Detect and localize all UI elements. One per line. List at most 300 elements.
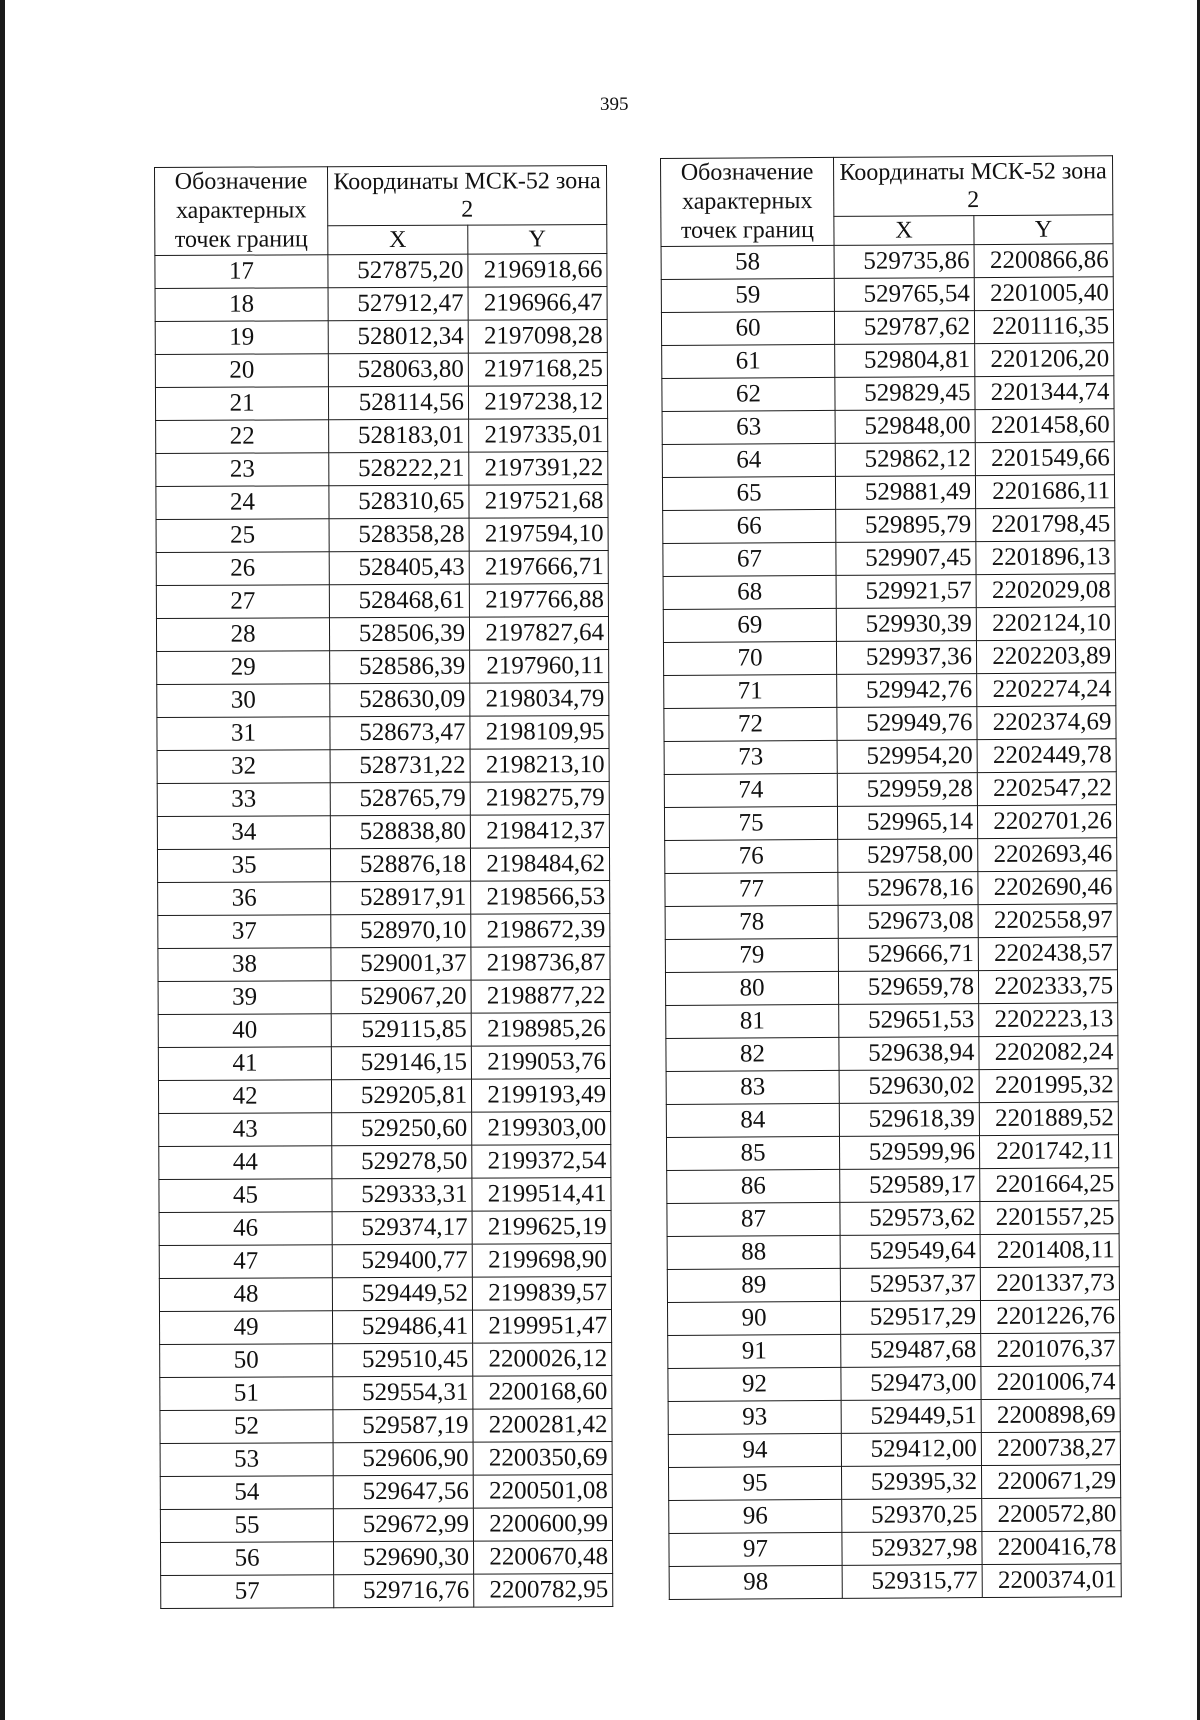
table-row: [157, 650, 609, 685]
coordinates-group-header: Координаты МСК-52 зона 2: [328, 166, 607, 226]
x-value-cell: 529716,76: [334, 1574, 474, 1608]
table-row: [155, 353, 607, 388]
x-value-cell: 528838,80: [330, 815, 470, 849]
point-cell: 69: [663, 608, 836, 642]
y-value-cell: 2198275,79: [470, 782, 609, 816]
y-value-cell: 2202029,08: [976, 574, 1115, 608]
y-value-cell: 2197766,88: [469, 584, 608, 618]
y-value-cell: 2202558,97: [978, 904, 1117, 938]
table-row: [157, 782, 609, 817]
y-value-cell: 2200374,01: [982, 1564, 1121, 1598]
table-row: [159, 1178, 611, 1213]
table-row: [160, 1508, 612, 1543]
x-value-cell: 529787,62: [834, 311, 974, 345]
y-value-cell: 2198213,10: [470, 749, 609, 783]
x-value-cell: 529638,94: [839, 1037, 979, 1071]
table-row: [156, 419, 608, 454]
coordinates-table-right: [660, 155, 1122, 1600]
x-value-cell: 529537,37: [840, 1268, 980, 1302]
y-value-cell: 2200671,29: [981, 1465, 1120, 1499]
table-row: [157, 848, 609, 883]
y-value-cell: 2201337,73: [980, 1267, 1119, 1301]
table-row: [668, 1432, 1120, 1468]
table-row: [667, 1201, 1119, 1237]
point-cell: 51: [160, 1377, 333, 1411]
y-value-cell: 2200898,69: [981, 1399, 1120, 1433]
x-value-cell: 528468,61: [329, 584, 469, 618]
table-row: [156, 452, 608, 487]
x-value-cell: 529949,76: [837, 707, 977, 741]
x-value-cell: 529554,31: [333, 1376, 473, 1410]
point-cell: 65: [662, 476, 835, 510]
x-value-cell: 529517,29: [840, 1301, 980, 1335]
point-cell: 60: [661, 311, 834, 345]
x-value-cell: 529599,96: [839, 1136, 979, 1170]
table-row: [158, 1079, 610, 1114]
x-value-cell: 529618,39: [839, 1103, 979, 1137]
table-row: [664, 706, 1116, 742]
x-value-cell: 528310,65: [329, 485, 469, 519]
coordinates-group-header: Координаты МСК-52 зона 2: [833, 156, 1112, 217]
x-value-cell: 528765,79: [330, 782, 470, 816]
x-value-cell: 527875,20: [328, 254, 468, 288]
x-value-cell: 529659,78: [838, 971, 978, 1005]
x-value-cell: 528114,56: [328, 386, 468, 420]
y-value-cell: 2201557,25: [980, 1201, 1119, 1235]
table-row: [157, 683, 609, 718]
point-cell: 89: [667, 1268, 840, 1302]
table-row: [155, 254, 607, 289]
table-row: [663, 508, 1115, 544]
x-value-cell: 529333,31: [332, 1178, 472, 1212]
x-value-cell: 529473,00: [841, 1367, 981, 1401]
table-row: [159, 1310, 611, 1345]
table-row: [157, 815, 609, 850]
point-cell: 95: [668, 1466, 841, 1500]
x-value-cell: 528222,21: [329, 452, 469, 486]
point-cell: 36: [158, 882, 331, 916]
x-value-cell: 529001,37: [331, 947, 471, 981]
point-cell: 64: [662, 443, 835, 477]
y-value-cell: 2201005,40: [974, 277, 1113, 311]
x-column-header: X: [834, 216, 974, 246]
y-value-cell: 2200416,78: [982, 1531, 1121, 1565]
point-cell: 96: [669, 1499, 842, 1533]
y-value-cell: 2200168,60: [473, 1376, 612, 1410]
table-row: [160, 1475, 612, 1510]
y-value-cell: 2202203,89: [976, 640, 1115, 674]
table-row: [663, 574, 1115, 610]
y-value-cell: 2197335,01: [469, 419, 608, 453]
y-value-cell: 2200866,86: [974, 244, 1113, 278]
point-column-header: Обозначение характерных точек границ: [155, 167, 328, 256]
point-cell: 74: [664, 773, 837, 807]
page-number: 395: [600, 94, 629, 115]
table-row: [661, 310, 1113, 346]
x-value-cell: 529400,77: [332, 1244, 472, 1278]
table-row: [159, 1244, 611, 1279]
x-value-cell: 529921,57: [836, 575, 976, 609]
y-value-cell: 2201549,66: [975, 442, 1114, 476]
y-value-cell: 2198034,79: [470, 683, 609, 717]
table-row: [664, 772, 1116, 808]
table-row: [663, 541, 1115, 577]
table-row: [158, 914, 610, 949]
point-cell: 82: [666, 1037, 839, 1071]
y-value-cell: 2202124,10: [976, 607, 1115, 641]
y-value-cell: 2200782,95: [474, 1574, 613, 1608]
point-cell: 46: [159, 1212, 332, 1246]
point-cell: 31: [157, 717, 330, 751]
table-row: [662, 343, 1114, 379]
y-value-cell: 2200738,27: [981, 1432, 1120, 1466]
x-value-cell: 529486,41: [332, 1310, 472, 1344]
table-row: [157, 716, 609, 751]
point-cell: 17: [155, 255, 328, 289]
point-cell: 57: [161, 1575, 334, 1609]
table-row: [665, 871, 1117, 907]
x-value-cell: 529606,90: [333, 1442, 473, 1476]
point-cell: 79: [665, 938, 838, 972]
point-cell: 67: [663, 542, 836, 576]
y-value-cell: 2201116,35: [974, 310, 1113, 344]
y-value-cell: 2202438,57: [978, 937, 1117, 971]
point-cell: 41: [158, 1047, 331, 1081]
table-row: [161, 1574, 613, 1609]
point-cell: 58: [661, 245, 834, 279]
x-value-cell: 529881,49: [835, 476, 975, 510]
y-value-cell: 2199372,54: [472, 1145, 611, 1179]
y-value-cell: 2201076,37: [981, 1333, 1120, 1367]
point-cell: 59: [661, 278, 834, 312]
table-row: [665, 937, 1117, 973]
x-value-cell: 527912,47: [328, 287, 468, 321]
x-value-cell: 529315,77: [842, 1565, 982, 1599]
y-value-cell: 2200281,42: [473, 1409, 612, 1443]
x-value-cell: 529449,52: [332, 1277, 472, 1311]
y-value-cell: 2196966,47: [468, 287, 607, 321]
table-row: [157, 749, 609, 784]
point-cell: 91: [668, 1334, 841, 1368]
x-column-header: X: [328, 225, 468, 255]
point-cell: 33: [157, 783, 330, 817]
point-cell: 22: [156, 420, 329, 454]
y-value-cell: 2197666,71: [469, 551, 608, 585]
point-cell: 78: [665, 905, 838, 939]
table-row: [663, 607, 1115, 643]
point-cell: 47: [159, 1245, 332, 1279]
coordinates-table-left: [154, 165, 613, 1609]
table-row: [159, 1112, 611, 1147]
scan-border-left: [0, 0, 5, 1720]
point-cell: 73: [664, 740, 837, 774]
y-value-cell: 2198484,62: [470, 848, 609, 882]
table-row: [665, 838, 1117, 874]
table-row: [155, 287, 607, 322]
y-value-cell: 2201889,52: [979, 1102, 1118, 1136]
x-value-cell: 529587,19: [333, 1409, 473, 1443]
y-value-cell: 2197521,68: [469, 485, 608, 519]
point-cell: 24: [156, 486, 329, 520]
table-row: [159, 1145, 611, 1180]
table-row: [665, 904, 1117, 940]
y-value-cell: 2198877,22: [471, 980, 610, 1014]
table-row: [662, 442, 1114, 478]
point-cell: 63: [662, 410, 835, 444]
y-value-cell: 2200572,80: [982, 1498, 1121, 1532]
x-value-cell: 529487,68: [841, 1334, 981, 1368]
y-value-cell: 2198566,53: [471, 881, 610, 915]
table-row: [160, 1409, 612, 1444]
table-row: [668, 1465, 1120, 1501]
table-row: [159, 1277, 611, 1312]
point-cell: 35: [157, 849, 330, 883]
point-cell: 29: [157, 651, 330, 685]
y-value-cell: 2197098,28: [468, 320, 607, 354]
table-row: [668, 1333, 1120, 1369]
table-row: [669, 1564, 1121, 1600]
x-value-cell: 529278,50: [332, 1145, 472, 1179]
x-value-cell: 528183,01: [329, 419, 469, 453]
point-cell: 21: [155, 387, 328, 421]
x-value-cell: 528917,91: [331, 881, 471, 915]
table-row: [667, 1168, 1119, 1204]
x-value-cell: 529673,08: [838, 905, 978, 939]
y-value-cell: 2199625,19: [472, 1211, 611, 1245]
x-value-cell: 528731,22: [330, 749, 470, 783]
x-value-cell: 529573,62: [840, 1202, 980, 1236]
table-row: [665, 970, 1117, 1006]
x-value-cell: 529735,86: [834, 245, 974, 279]
table-row: [158, 1046, 610, 1081]
table-row: [666, 1102, 1118, 1138]
table-row: [668, 1399, 1120, 1435]
table-row: [666, 1135, 1118, 1171]
point-cell: 88: [667, 1235, 840, 1269]
table-row: [664, 805, 1116, 841]
point-cell: 50: [160, 1344, 333, 1378]
point-cell: 56: [161, 1542, 334, 1576]
point-cell: 90: [667, 1301, 840, 1335]
table-row: [155, 320, 607, 355]
x-value-cell: 529510,45: [333, 1343, 473, 1377]
table-row: [662, 376, 1114, 412]
point-cell: 30: [157, 684, 330, 718]
y-value-cell: 2197827,64: [469, 617, 608, 651]
y-value-cell: 2201344,74: [975, 376, 1114, 410]
point-cell: 97: [669, 1532, 842, 1566]
point-cell: 85: [666, 1136, 839, 1170]
x-value-cell: 528506,39: [329, 617, 469, 651]
x-value-cell: 529374,17: [332, 1211, 472, 1245]
x-value-cell: 529848,00: [835, 410, 975, 444]
x-value-cell: 529765,54: [834, 278, 974, 312]
table-row: [160, 1343, 612, 1378]
table-row: [158, 881, 610, 916]
x-value-cell: 528630,09: [330, 683, 470, 717]
table-row: [158, 1013, 610, 1048]
y-value-cell: 2201664,25: [980, 1168, 1119, 1202]
y-value-cell: 2198109,95: [470, 716, 609, 750]
table-row: [669, 1531, 1121, 1567]
y-value-cell: 2198736,87: [471, 947, 610, 981]
x-value-cell: 529758,00: [838, 839, 978, 873]
y-value-cell: 2200501,08: [473, 1475, 612, 1509]
table-row: [667, 1300, 1119, 1336]
point-cell: 18: [155, 288, 328, 322]
y-value-cell: 2197960,11: [470, 650, 609, 684]
y-value-cell: 2199193,49: [471, 1079, 610, 1113]
point-cell: 72: [664, 707, 837, 741]
y-value-cell: 2202690,46: [978, 871, 1117, 905]
y-value-cell: 2201006,74: [981, 1366, 1120, 1400]
table-row: [156, 584, 608, 619]
y-value-cell: 2200670,48: [473, 1541, 612, 1575]
y-value-cell: 2202693,46: [978, 838, 1117, 872]
y-value-cell: 2202274,24: [977, 673, 1116, 707]
y-value-cell: 2201798,45: [976, 508, 1115, 542]
x-value-cell: 529829,45: [835, 377, 975, 411]
table-row: [666, 1069, 1118, 1105]
x-value-cell: 529690,30: [334, 1541, 474, 1575]
table-body-right: [661, 244, 1121, 1600]
y-value-cell: 2202547,22: [977, 772, 1116, 806]
y-value-cell: 2201995,32: [979, 1069, 1118, 1103]
x-value-cell: 528673,47: [330, 716, 470, 750]
y-value-cell: 2201206,20: [975, 343, 1114, 377]
table-row: [664, 673, 1116, 709]
x-value-cell: 529678,16: [838, 872, 978, 906]
x-value-cell: 529370,25: [842, 1499, 982, 1533]
table-row: [669, 1498, 1121, 1534]
point-cell: 94: [668, 1433, 841, 1467]
y-value-cell: 2199303,00: [472, 1112, 611, 1146]
y-value-cell: 2198985,26: [471, 1013, 610, 1047]
x-value-cell: 529146,15: [331, 1046, 471, 1080]
point-cell: 48: [159, 1278, 332, 1312]
point-cell: 93: [668, 1400, 841, 1434]
point-cell: 87: [667, 1202, 840, 1236]
point-cell: 68: [663, 575, 836, 609]
point-cell: 26: [156, 552, 329, 586]
y-value-cell: 2202333,75: [978, 970, 1117, 1004]
point-cell: 76: [665, 839, 838, 873]
x-value-cell: 528586,39: [330, 650, 470, 684]
table-row: [159, 1211, 611, 1246]
x-value-cell: 529250,60: [332, 1112, 472, 1146]
y-value-cell: 2202374,69: [977, 706, 1116, 740]
point-cell: 62: [662, 377, 835, 411]
point-cell: 43: [159, 1113, 332, 1147]
x-value-cell: 528012,34: [328, 320, 468, 354]
y-value-cell: 2199514,41: [472, 1178, 611, 1212]
y-column-header: Y: [468, 225, 607, 255]
y-value-cell: 2202449,78: [977, 739, 1116, 773]
x-value-cell: 529895,79: [836, 509, 976, 543]
table-row: [158, 947, 610, 982]
y-value-cell: 2199839,57: [472, 1277, 611, 1311]
table-row: [160, 1376, 612, 1411]
y-value-cell: 2201742,11: [979, 1135, 1118, 1169]
x-value-cell: 529395,32: [841, 1466, 981, 1500]
x-value-cell: 529942,76: [837, 674, 977, 708]
point-cell: 80: [665, 971, 838, 1005]
y-value-cell: 2201408,11: [980, 1234, 1119, 1268]
x-value-cell: 529930,39: [836, 608, 976, 642]
x-value-cell: 528358,28: [329, 518, 469, 552]
table-row: [158, 980, 610, 1015]
y-value-cell: 2201226,76: [980, 1300, 1119, 1334]
point-cell: 39: [158, 981, 331, 1015]
y-value-cell: 2199698,90: [472, 1244, 611, 1278]
x-value-cell: 529647,56: [333, 1475, 473, 1509]
table-row: [662, 475, 1114, 511]
y-column-header: Y: [974, 215, 1113, 245]
table-row: [666, 1003, 1118, 1039]
point-cell: 86: [667, 1169, 840, 1203]
x-value-cell: 529630,02: [839, 1070, 979, 1104]
point-cell: 61: [662, 344, 835, 378]
table-row: [668, 1366, 1120, 1402]
point-cell: 20: [155, 354, 328, 388]
x-value-cell: 528063,80: [328, 353, 468, 387]
table-row: [156, 518, 608, 553]
x-value-cell: 529205,81: [331, 1079, 471, 1113]
x-value-cell: 528970,10: [331, 914, 471, 948]
point-cell: 25: [156, 519, 329, 553]
point-cell: 81: [666, 1004, 839, 1038]
point-cell: 23: [156, 453, 329, 487]
table-row: [160, 1442, 612, 1477]
x-value-cell: 529549,64: [840, 1235, 980, 1269]
point-cell: 75: [664, 806, 837, 840]
table-row: [155, 386, 607, 421]
y-value-cell: 2196918,66: [468, 254, 607, 288]
point-cell: 53: [160, 1443, 333, 1477]
table-row: [661, 277, 1113, 313]
y-value-cell: 2200600,99: [473, 1508, 612, 1542]
table-row: [156, 551, 608, 586]
y-value-cell: 2197168,25: [468, 353, 607, 387]
point-cell: 98: [669, 1565, 842, 1599]
x-value-cell: 529327,98: [842, 1532, 982, 1566]
table-row: [666, 1036, 1118, 1072]
point-cell: 83: [666, 1070, 839, 1104]
x-value-cell: 529804,81: [835, 344, 975, 378]
point-cell: 37: [158, 915, 331, 949]
x-value-cell: 529937,36: [836, 641, 976, 675]
y-value-cell: 2201458,60: [975, 409, 1114, 443]
point-cell: 38: [158, 948, 331, 982]
point-cell: 49: [159, 1311, 332, 1345]
point-cell: 71: [664, 674, 837, 708]
x-value-cell: 529651,53: [839, 1004, 979, 1038]
point-cell: 40: [158, 1014, 331, 1048]
x-value-cell: 529954,20: [837, 740, 977, 774]
table-body-left: [155, 254, 613, 1609]
x-value-cell: 528876,18: [330, 848, 470, 882]
y-value-cell: 2199053,76: [471, 1046, 610, 1080]
table-row: [667, 1267, 1119, 1303]
table-row: [661, 244, 1113, 280]
y-value-cell: 2200026,12: [473, 1343, 612, 1377]
point-cell: 27: [156, 585, 329, 619]
point-cell: 92: [668, 1367, 841, 1401]
y-value-cell: 2202701,26: [977, 805, 1116, 839]
x-value-cell: 529666,71: [838, 938, 978, 972]
y-value-cell: 2201686,11: [975, 475, 1114, 509]
point-cell: 34: [157, 816, 330, 850]
